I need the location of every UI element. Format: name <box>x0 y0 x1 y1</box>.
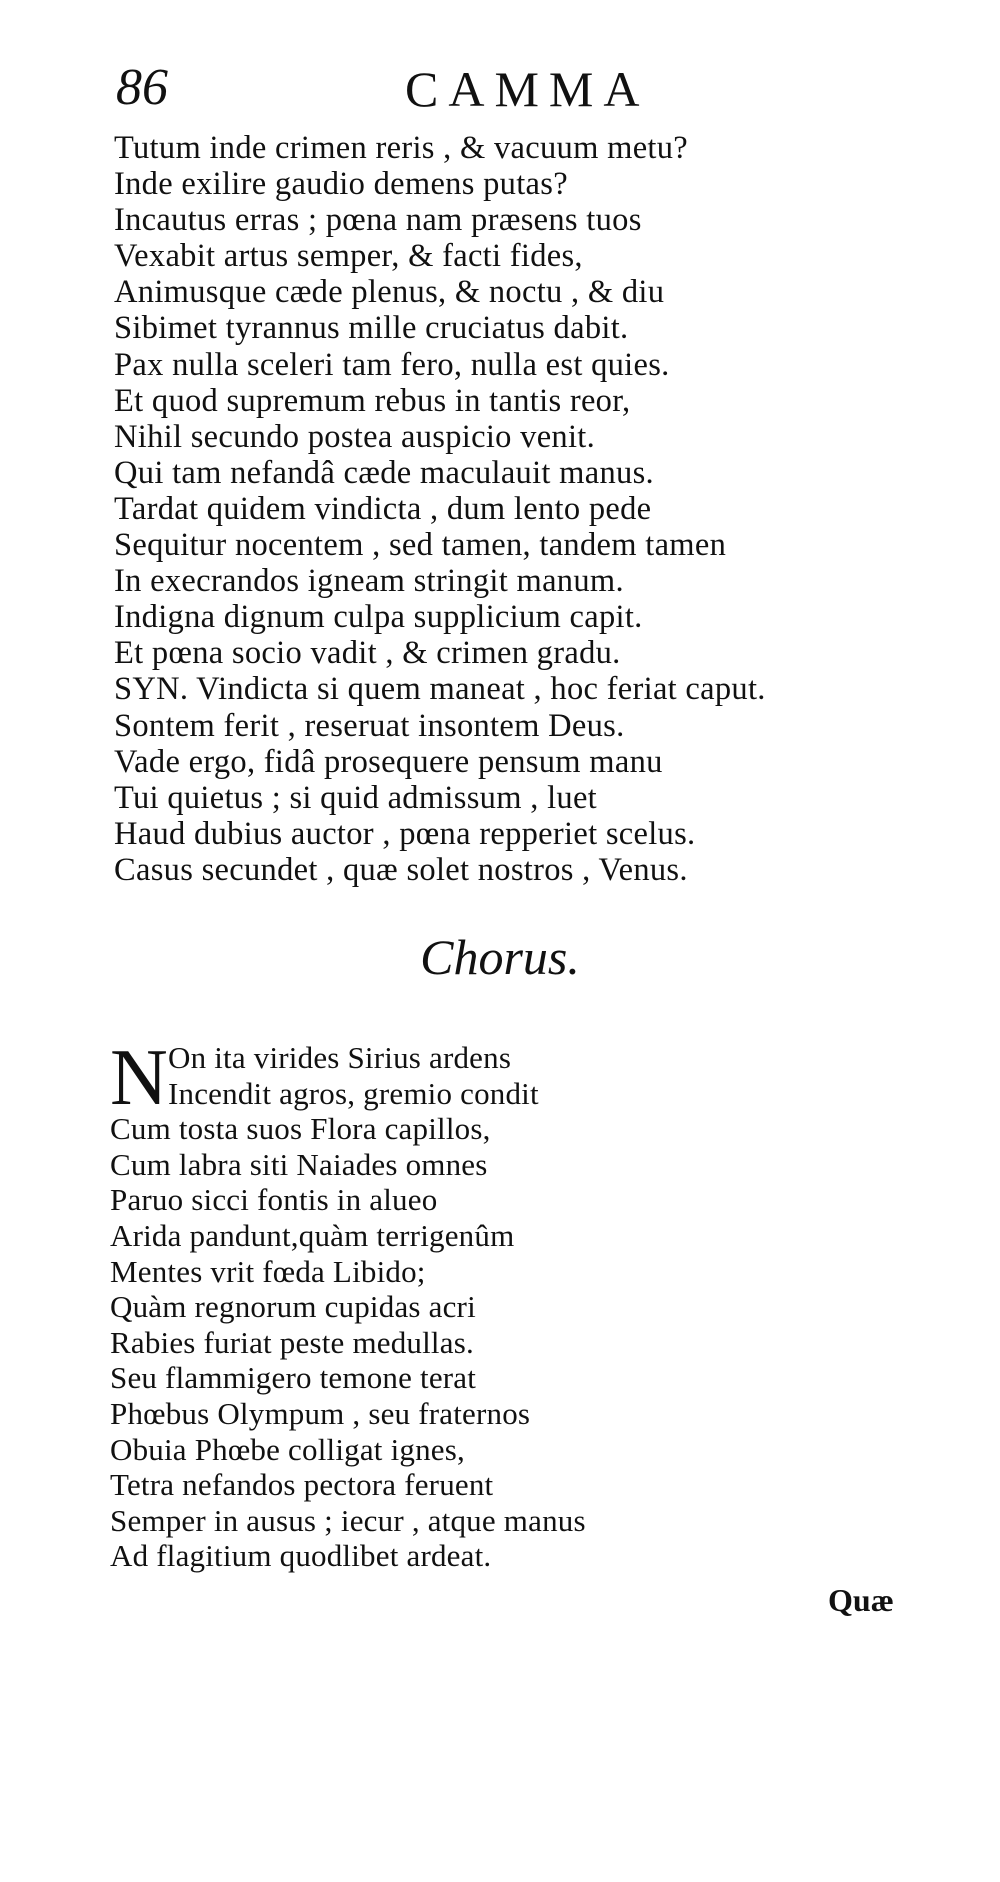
verse-line: In execrandos igneam stringit manum. <box>114 563 624 600</box>
chorus-line: Ad flagitium quodlibet ardeat. <box>110 1538 492 1574</box>
verse-line: Qui tam nefandâ cæde maculauit manus. <box>114 454 654 491</box>
verse-line: Sontem ferit , reseruat insontem Deus. <box>114 707 625 744</box>
verse-line: Sequitur nocentem , sed tamen, tandem tamen <box>114 527 727 564</box>
verse-line: Vexabit artus semper, & facti fides, <box>114 238 583 275</box>
chorus-line: Tetra nefandos pectora feruent <box>110 1467 494 1503</box>
chorus-line: On ita virides Sirius ardens <box>168 1040 512 1075</box>
verse-line: Et quod supremum rebus in tantis reor, <box>114 382 631 419</box>
chorus-line: Semper in ausus ; iecur , atque manus <box>110 1502 586 1538</box>
verse-line: Tutum inde crimen reris , & vacuum metu? <box>114 130 689 166</box>
chorus-line: Arida pandunt,quàm terrigenûm <box>110 1217 515 1253</box>
chorus-line: Rabies furiat peste medullas. <box>110 1324 474 1360</box>
page-number: 86 <box>116 59 168 116</box>
verse-line: Casus secundet , quæ solet nostros , Venus. <box>114 851 688 888</box>
verse-line: Pax nulla sceleri tam fero, nulla est quies. <box>114 346 670 383</box>
chorus-line: Phœbus Olympum , seu fraternos <box>110 1395 531 1431</box>
chorus-heading: Chorus. <box>420 929 580 985</box>
chorus-line: Cum tosta suos Flora capillos, <box>110 1111 491 1147</box>
verse-line: Tui quietus ; si quid admissum , luet <box>114 779 598 816</box>
verse-line: Tardat quidem vindicta , dum lento pede <box>114 490 652 527</box>
verse-line: Sibimet tyrannus mille cruciatus dabit. <box>114 310 629 347</box>
chorus-verse <box>110 1034 970 1574</box>
chorus-line: Incendit agros, gremio condit <box>168 1075 539 1111</box>
chorus-line: Seu flammigero temone terat <box>110 1360 477 1396</box>
verse-line: Animusque cæde plenus, & noctu , & diu <box>114 274 665 311</box>
chorus-line: Paruo sicci fontis in alueo <box>110 1182 438 1218</box>
chorus-line: Mentes vrit fœda Libido; <box>110 1253 426 1289</box>
running-title: CAMMA <box>405 61 650 117</box>
verse-line: Vade ergo, fidâ prosequere pensum manu <box>114 743 663 780</box>
verse-line: Inde exilire gaudio demens putas? <box>114 166 568 203</box>
catchword: Quæ <box>828 1582 894 1618</box>
verse-line: Incautus erras ; pœna nam præsens tuos <box>114 202 642 239</box>
verse-line: Haud dubius auctor , pœna repperiet scelus. <box>114 815 696 852</box>
verse-line: Et pœna socio vadit , & crimen gradu. <box>114 635 621 672</box>
chorus-line: Obuia Phœbe colligat ignes, <box>110 1431 465 1467</box>
page-header <box>0 58 1000 128</box>
chorus-line: Quàm regnorum cupidas acri <box>110 1289 476 1325</box>
chorus-opening-lines <box>110 1034 970 1122</box>
chorus-line: Cum labra siti Naiades omnes <box>110 1146 488 1182</box>
dialogue-verse <box>114 130 974 888</box>
verse-line: Nihil secundo postea auspicio venit. <box>114 418 596 455</box>
verse-line: Indigna dignum culpa supplicium capit. <box>114 599 643 636</box>
verse-line: SYN. Vindicta si quem maneat , hoc feriat caput. <box>114 671 766 708</box>
drop-cap: N <box>110 1034 168 1122</box>
